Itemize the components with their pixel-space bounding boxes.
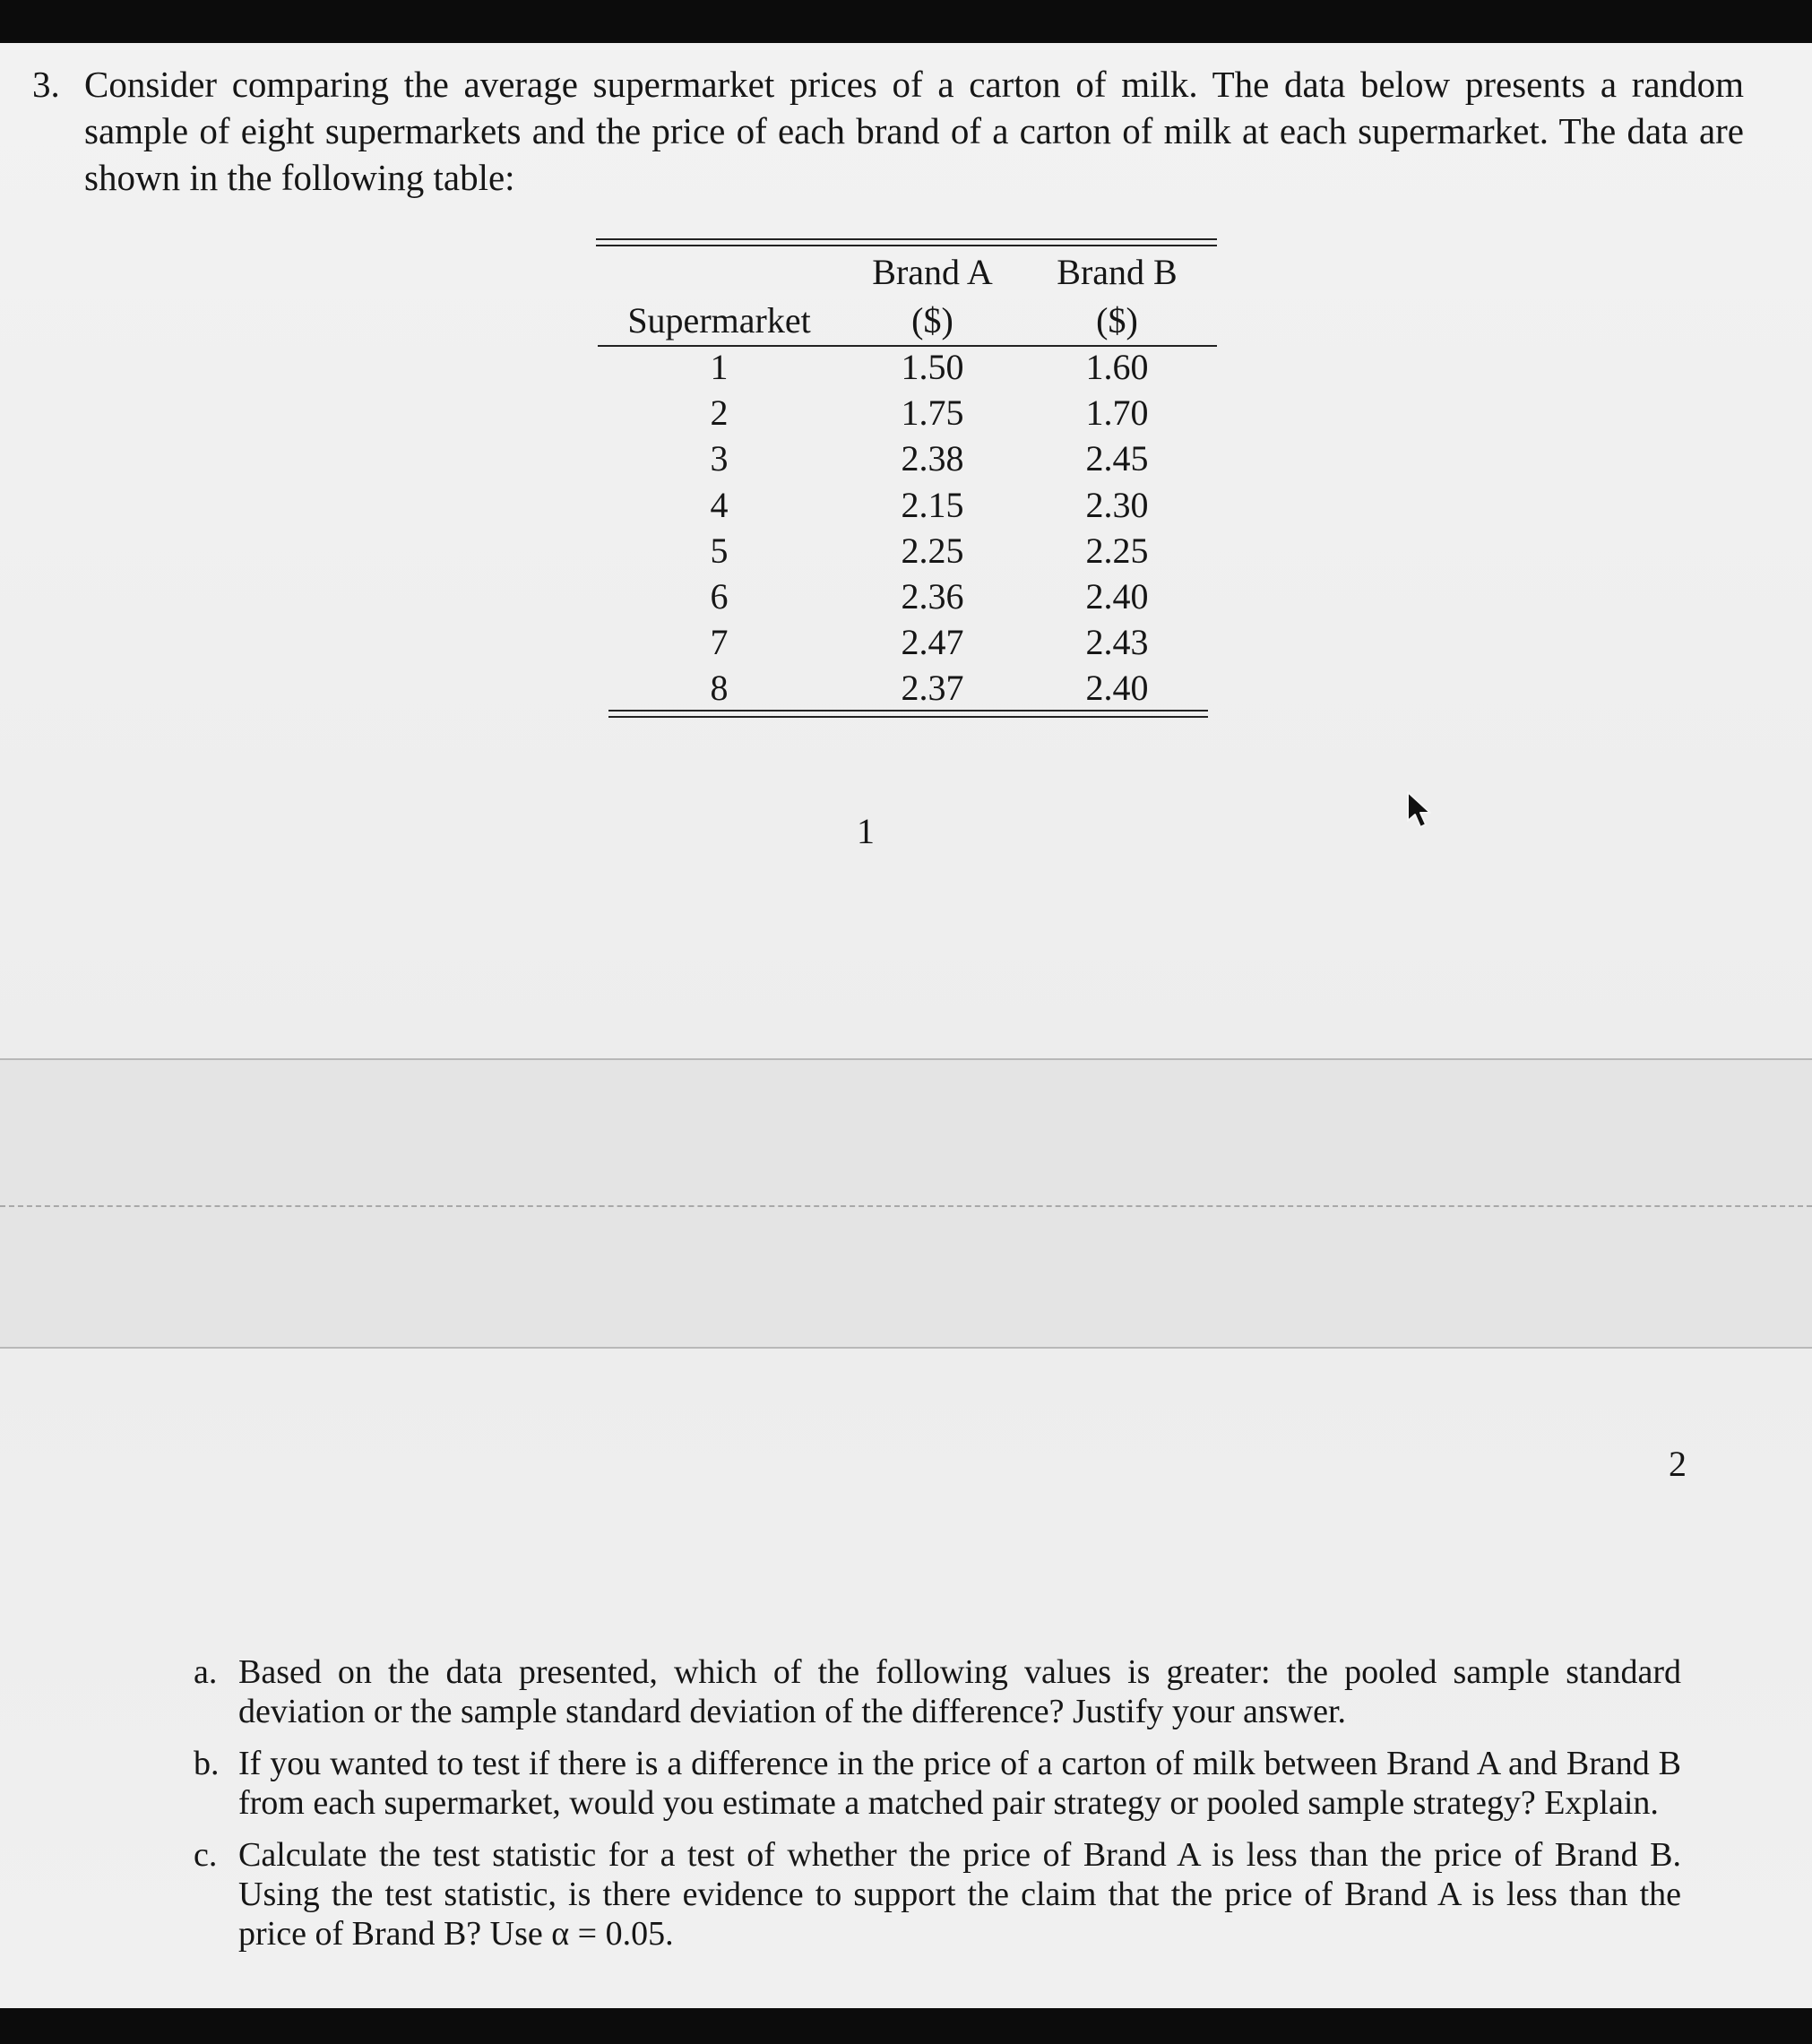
table-cell-brand-b: 2.30 bbox=[1085, 484, 1149, 525]
table-cell-supermarket: 6 bbox=[710, 576, 729, 617]
question-text: Consider comparing the average supermarket prices of a carton of milk. The data below presents a random sample of eight supermarkets and the price of each brand of a carton of milk at each supermarket. The data are shown in the following table: bbox=[84, 64, 1744, 198]
table-cell-brand-b: 2.45 bbox=[1085, 438, 1149, 479]
page-number-2: 2 bbox=[1669, 1444, 1687, 1484]
table-cell-brand-a: 2.36 bbox=[901, 576, 964, 617]
table-cell-supermarket: 5 bbox=[710, 530, 729, 571]
page-break-line-bottom bbox=[0, 1347, 1812, 1349]
table-cell-supermarket: 7 bbox=[710, 622, 729, 663]
part-a-label: a. bbox=[194, 1653, 218, 1691]
part-c bbox=[194, 1835, 1681, 1953]
table-cell-brand-a: 2.38 bbox=[901, 438, 964, 479]
table-cell-supermarket: 2 bbox=[710, 392, 729, 434]
table-cell-brand-a: 2.37 bbox=[901, 668, 964, 709]
table-cell-brand-a: 2.25 bbox=[901, 530, 964, 571]
page-number-1: 1 bbox=[857, 811, 875, 851]
table-cell-brand-a: 1.50 bbox=[901, 347, 964, 387]
table-cell-brand-a: 2.15 bbox=[901, 484, 964, 525]
header-supermarket: Supermarket bbox=[627, 300, 811, 341]
table-top-rule-2 bbox=[596, 245, 1217, 246]
question-3 bbox=[32, 61, 1744, 201]
table-cell-supermarket: 4 bbox=[710, 484, 729, 525]
part-c-label: c. bbox=[194, 1836, 218, 1874]
part-b bbox=[194, 1744, 1681, 1823]
table-cell-supermarket: 8 bbox=[710, 668, 729, 709]
table-cell-supermarket: 3 bbox=[710, 438, 729, 479]
table-top-rule bbox=[596, 238, 1217, 240]
question-parts bbox=[194, 1652, 1681, 1966]
table-cell-brand-b: 2.43 bbox=[1085, 622, 1149, 663]
table-cell-brand-a: 1.75 bbox=[901, 392, 964, 434]
table-cell-brand-b: 2.25 bbox=[1085, 530, 1149, 571]
page-separator-dashed bbox=[0, 1205, 1812, 1207]
part-b-text: If you wanted to test if there is a difference in the price of a carton of milk between Brand A and Brand B from each supermarket, would you estimate a matched pair strategy or pooled sample strategy? Explain. bbox=[238, 1745, 1681, 1822]
part-a bbox=[194, 1652, 1681, 1731]
table-bottom-rule-2 bbox=[608, 716, 1208, 718]
page-break-line-top bbox=[0, 1058, 1812, 1060]
table-cell-brand-b: 2.40 bbox=[1085, 668, 1149, 709]
part-a-text: Based on the data presented, which of the following values is greater: the pooled sample standard deviation or the sample standard deviation of the difference? Justify your answer. bbox=[238, 1653, 1681, 1730]
header-brand-b-unit: ($) bbox=[1096, 300, 1138, 341]
question-number: 3. bbox=[32, 64, 60, 105]
table-cell-brand-b: 1.60 bbox=[1085, 347, 1149, 387]
table-cell-brand-b: 1.70 bbox=[1085, 392, 1149, 434]
table-cell-brand-b: 2.40 bbox=[1085, 576, 1149, 617]
header-brand-a-unit: ($) bbox=[911, 300, 953, 341]
mouse-pointer-icon bbox=[1405, 790, 1436, 830]
table-cell-brand-a: 2.47 bbox=[901, 622, 964, 663]
header-brand-b: Brand B bbox=[1057, 252, 1178, 292]
header-brand-a: Brand A bbox=[872, 252, 993, 292]
page-gap bbox=[0, 1058, 1812, 1347]
part-b-label: b. bbox=[194, 1745, 220, 1782]
part-c-text: Calculate the test statistic for a test of whether the price of Brand A is less than the price of Brand B. Using the test statistic, is there evidence to support the claim that the price of Brand A is less than the price of Brand B? Use α = 0.05. bbox=[238, 1836, 1681, 1953]
table-bottom-rule bbox=[608, 710, 1208, 712]
table-cell-supermarket: 1 bbox=[710, 347, 729, 387]
